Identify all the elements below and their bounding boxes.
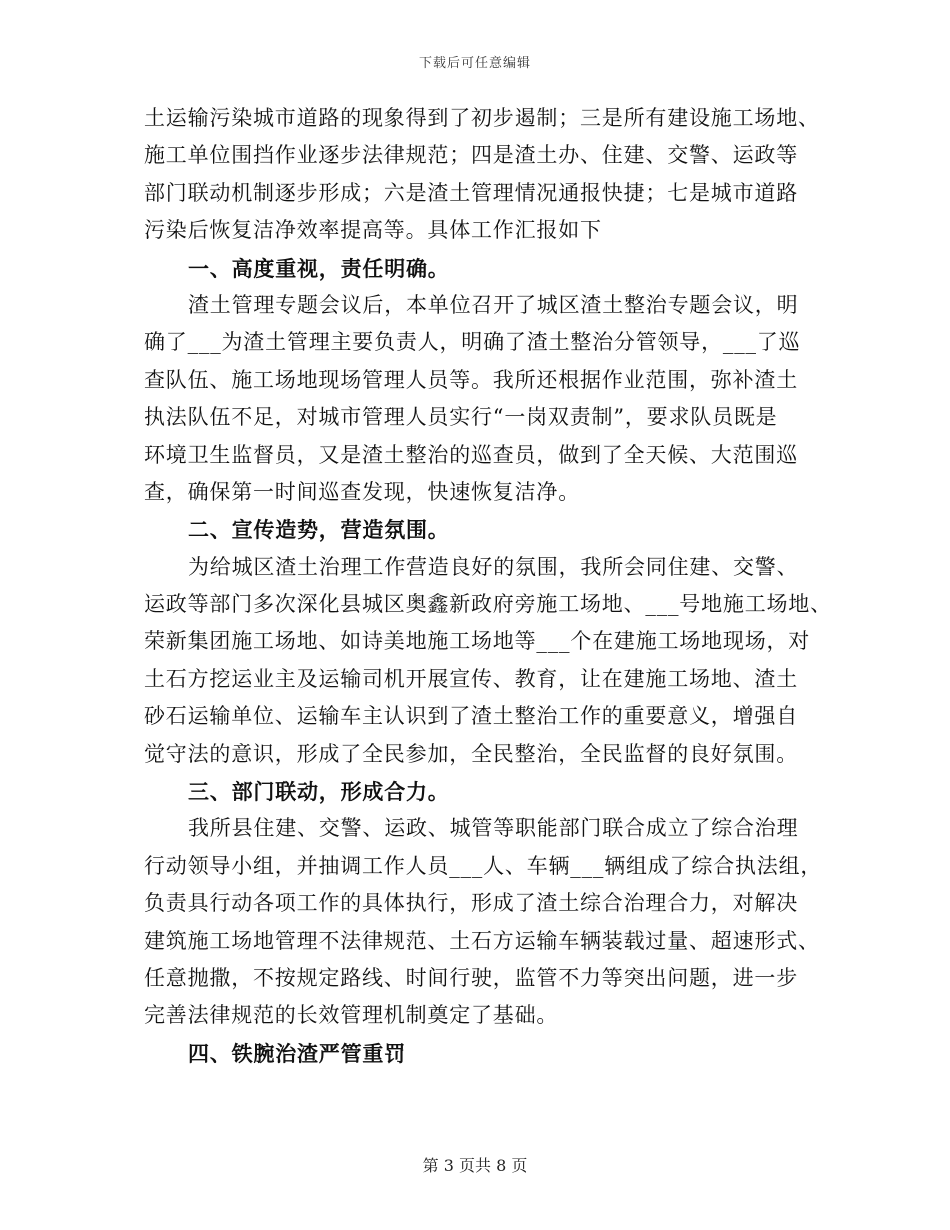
page-number: 第 3 页共 8 页 bbox=[422, 1156, 528, 1175]
paragraph-line: 建筑施工场地管理不法律规范、土石方运输车辆装载过量、超速形式、 bbox=[144, 928, 820, 953]
paragraph-line: 查队伍、施工场地现场管理人员等。我所还根据作业范围，弥补渣土 bbox=[144, 367, 798, 392]
paragraph-line: 为给城区渣土治理工作营造良好的氛围，我所会同住建、交警、 bbox=[188, 554, 799, 579]
paragraph-line: 我所县住建、交警、运政、城管等职能部门联合成立了综合治理 bbox=[188, 816, 799, 841]
paragraph-line: 负责具行动各项工作的具体执行，形成了渣土综合治理合力，对解决 bbox=[144, 891, 798, 916]
paragraph-line: 荣新集团施工场地、如诗美地施工场地等___个在建施工场地现场，对 bbox=[144, 629, 811, 654]
paragraph-line: 砂石运输单位、运输车主认识到了渣土整治工作的重要意义，增强自 bbox=[144, 704, 798, 729]
section-heading: 三、部门联动，形成合力。 bbox=[188, 779, 450, 805]
paragraph-line: 行动领导小组，并抽调工作人员___人、车辆___辆组成了综合执法组， bbox=[144, 853, 823, 878]
paragraph-line: 运政等部门多次深化县城区奥鑫新政府旁施工场地、___号地施工场地、 bbox=[144, 592, 832, 617]
paragraph-line: 施工单位围挡作业逐步法律规范；四是渣土办、住建、交警、运政等 bbox=[144, 143, 798, 168]
section-heading: 四、铁腕治渣严管重罚 bbox=[188, 1040, 406, 1066]
paragraph-line: 污染后恢复洁净效率提高等。具体工作汇报如下 bbox=[144, 218, 602, 243]
document-body bbox=[144, 100, 832, 1072]
page-header: 下载后可任意编辑 bbox=[418, 56, 531, 71]
paragraph-line: 土运输污染城市道路的现象得到了初步遏制；三是所有建设施工场地、 bbox=[144, 106, 820, 130]
paragraph-line: 渣土管理专题会议后，本单位召开了城区渣土整治专题会议，明 bbox=[188, 292, 799, 317]
paragraph-line: 完善法律规范的长效管理机制奠定了基础。 bbox=[144, 1003, 559, 1028]
section-heading: 一、高度重视，责任明确。 bbox=[188, 255, 450, 281]
paragraph-line: 查，确保第一时间巡查发现，快速恢复洁净。 bbox=[144, 479, 580, 504]
paragraph-line: 执法队伍不足，对城市管理人员实行“一岗双责制”，要求队员既是 bbox=[144, 405, 778, 430]
paragraph-line: 环境卫生监督员，又是渣土整治的巡查员，做到了全天候、大范围巡 bbox=[144, 442, 798, 467]
paragraph-line: 任意抛撒，不按规定路线、时间行驶，监管不力等突出问题，进一步 bbox=[144, 965, 798, 990]
paragraph-line: 部门联动机制逐步形成；六是渣土管理情况通报快捷；七是城市道路 bbox=[144, 180, 798, 205]
paragraph-line: 土石方挖运业主及运输司机开展宣传、教育，让在建施工场地、渣土 bbox=[144, 666, 798, 691]
section-heading: 二、宣传造势，营造氛围。 bbox=[188, 517, 450, 543]
paragraph-line: 确了___为渣土管理主要负责人，明确了渣土整治分管领导，___了巡 bbox=[144, 330, 801, 355]
paragraph-line: 觉守法的意识，形成了全民参加，全民整治，全民监督的良好氛围。 bbox=[144, 741, 798, 766]
